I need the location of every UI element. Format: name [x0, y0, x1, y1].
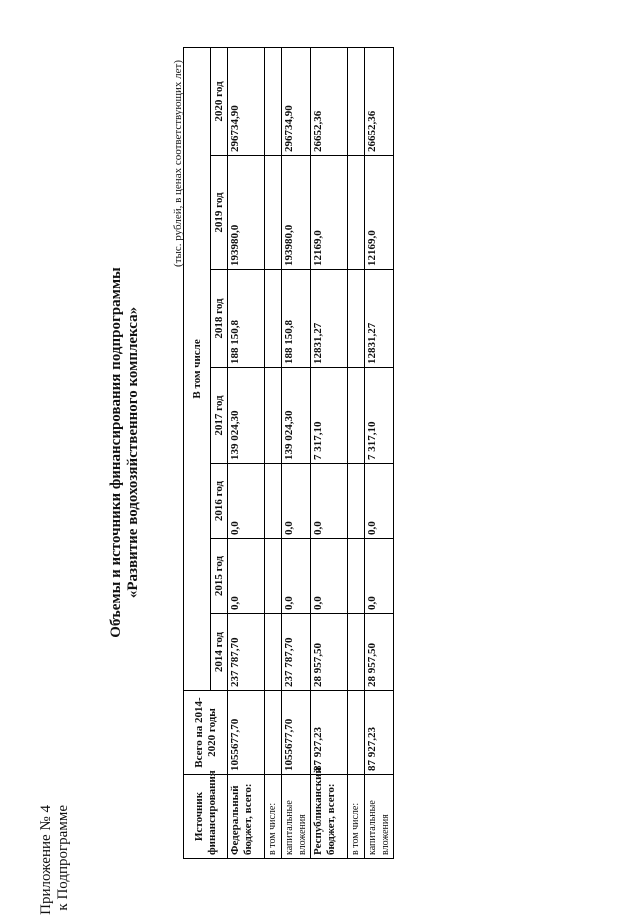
cell-value: 28 957,50	[311, 614, 348, 691]
cell-total: 1055677,70	[282, 691, 311, 775]
header-source: Источник финансирования	[184, 775, 228, 859]
cell-value: 26652,36	[365, 47, 394, 155]
header-year: 2016 год	[211, 464, 228, 539]
cell-value: 0,0	[282, 464, 311, 539]
header-year: 2017 год	[211, 368, 228, 464]
cell-value: 237 787,70	[282, 614, 311, 691]
title-line-2: «Развитие водохозяйственного комплекса»	[125, 306, 141, 599]
row-label: в том числе:	[348, 775, 365, 859]
header-year: 2020 год	[211, 47, 228, 155]
title-line-1: Объемы и источники финансирования подпрограммы	[108, 267, 124, 638]
cell-value: 28 957,50	[365, 614, 394, 691]
cell-value: 193980,0	[282, 156, 311, 270]
header-year: 2019 год	[211, 156, 228, 270]
cell-value: 12169,0	[311, 156, 348, 270]
cell-value: 0,0	[365, 539, 394, 614]
header-year: 2015 год	[211, 539, 228, 614]
row-label: Федеральный бюджет, всего:	[228, 775, 265, 859]
table-row-including	[265, 47, 282, 858]
cell-value: 0,0	[311, 539, 348, 614]
cell-value: 139 024,30	[282, 368, 311, 464]
cell-value: 12831,27	[365, 270, 394, 368]
annex-line-2: к Подпрограмме	[55, 805, 71, 911]
cell-total: 1055677,70	[228, 691, 265, 775]
header-year: 2014 год	[211, 614, 228, 691]
cell-value: 296734,90	[282, 47, 311, 155]
cell-value: 237 787,70	[228, 614, 265, 691]
table-row-including	[348, 47, 365, 858]
cell-value: 0,0	[282, 539, 311, 614]
document-title	[108, 0, 142, 905]
cell-total: 87 927,23	[311, 691, 348, 775]
cell-value: 188 150,8	[228, 270, 265, 368]
cell-value: 26652,36	[311, 47, 348, 155]
cell-value: 0,0	[228, 464, 265, 539]
cell-value: 12831,27	[311, 270, 348, 368]
annex-label	[38, 805, 72, 915]
table-row-federal-capital	[282, 47, 311, 858]
cell-value: 188 150,8	[282, 270, 311, 368]
financing-table	[183, 47, 394, 859]
table-row-republican-total	[311, 47, 348, 858]
cell-value: 0,0	[365, 464, 394, 539]
cell-value: 7 317,10	[365, 368, 394, 464]
table-row-federal-total	[228, 47, 265, 858]
header-including: В том числе	[184, 47, 211, 690]
row-label: капитальные вложения	[282, 775, 311, 859]
units-note: (тыс. рублей, в ценах соответствующих лет)	[172, 60, 184, 267]
annex-line-1: Приложение № 4	[38, 805, 54, 915]
cell-value: 0,0	[228, 539, 265, 614]
row-label: Республиканский бюджет, всего:	[311, 775, 348, 859]
row-label: капитальные вложения	[365, 775, 394, 859]
cell-value: 12169,0	[365, 156, 394, 270]
cell-value: 139 024,30	[228, 368, 265, 464]
cell-total: 87 927,23	[365, 691, 394, 775]
row-label: в том числе:	[265, 775, 282, 859]
cell-value: 0,0	[311, 464, 348, 539]
header-year: 2018 год	[211, 270, 228, 368]
table-row-republican-capital	[365, 47, 394, 858]
cell-value: 193980,0	[228, 156, 265, 270]
cell-value: 7 317,10	[311, 368, 348, 464]
header-total: Всего на 2014-2020 годы	[184, 691, 228, 775]
cell-value: 296734,90	[228, 47, 265, 155]
header-row-1	[184, 47, 211, 858]
